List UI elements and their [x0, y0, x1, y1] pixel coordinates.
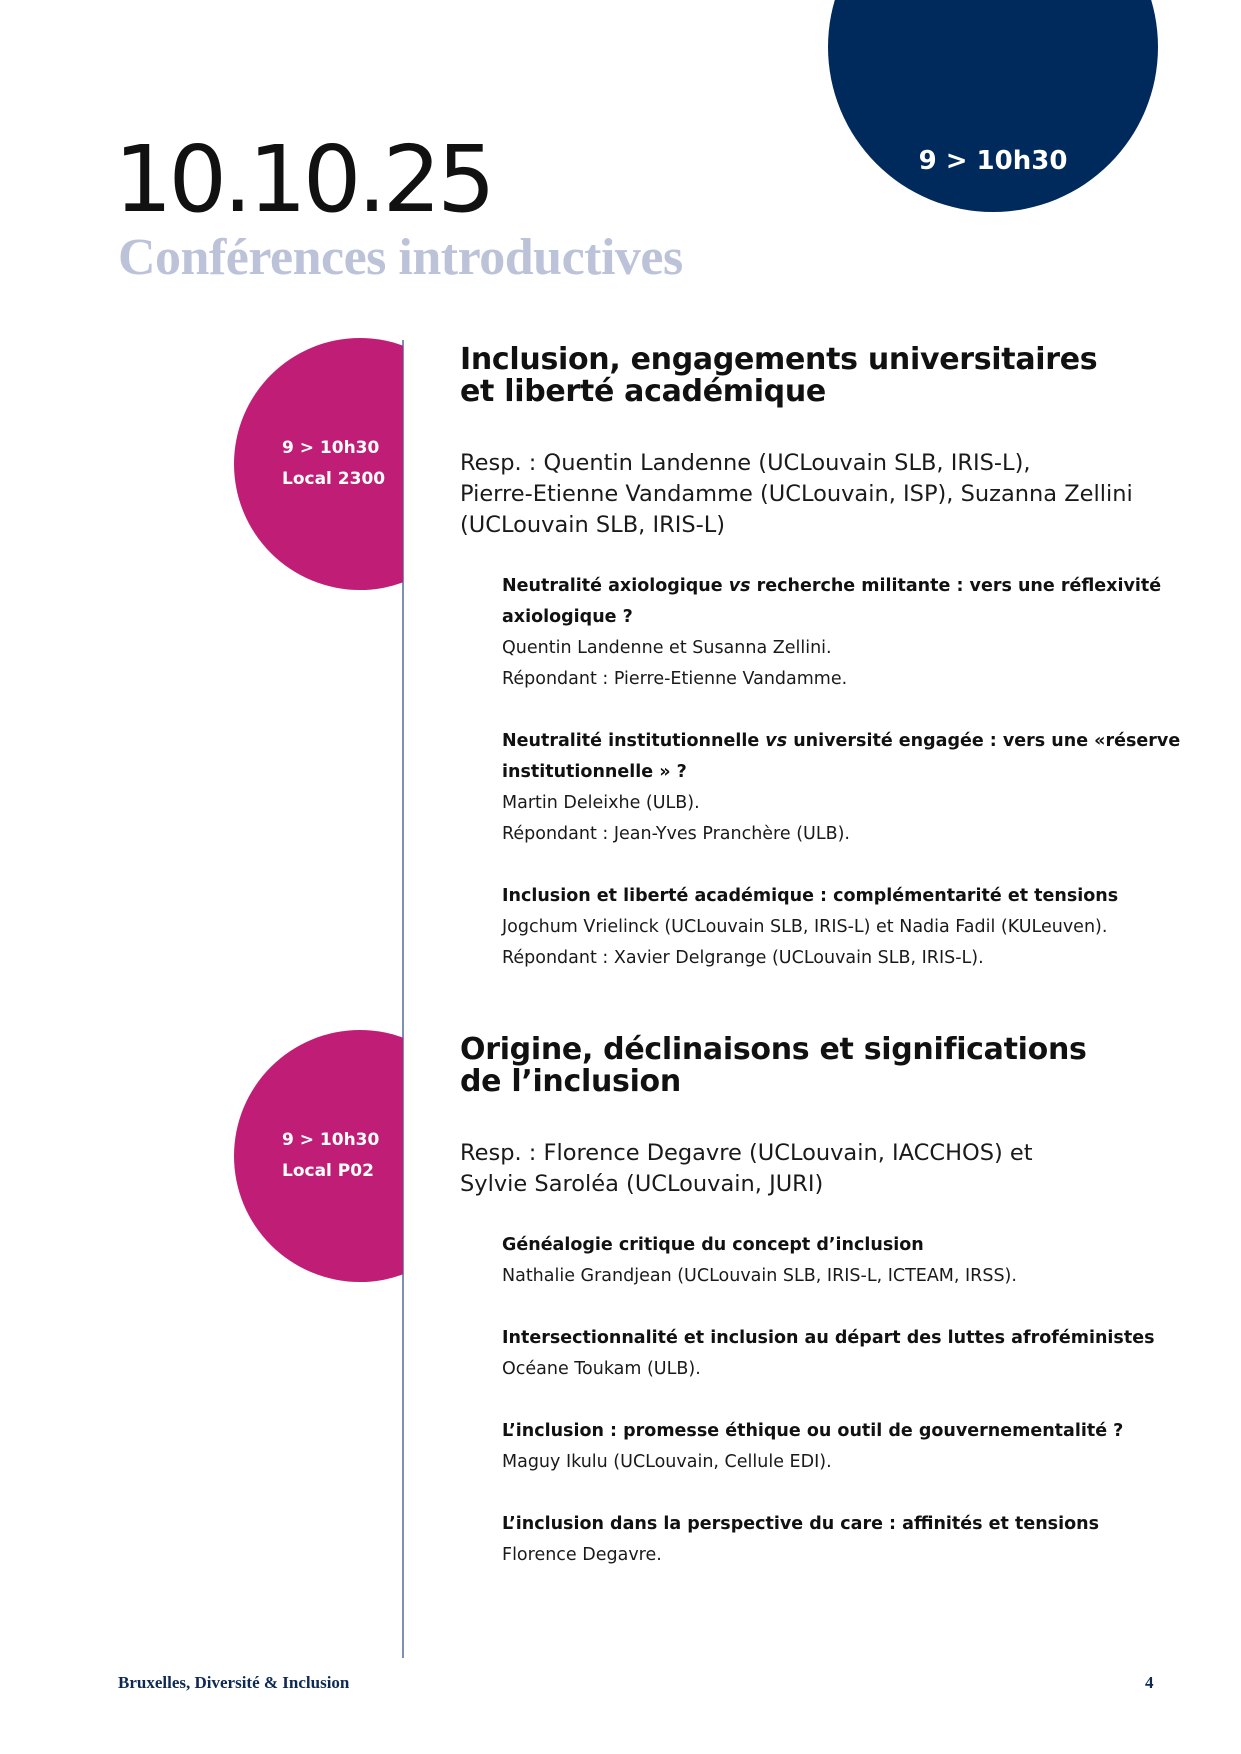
session-2-room: Local P02 [282, 1161, 374, 1181]
talk-respondent: Répondant : Pierre-Etienne Vandamme. [502, 669, 848, 689]
session-1-time-marker [234, 338, 403, 590]
session-2-title-line-2: de l’inclusion [460, 1064, 681, 1099]
session-2-resp-line-2: Sylvie Saroléa (UCLouvain, JURI) [460, 1171, 824, 1197]
talk-title-part: Neutralité institutionnelle [502, 731, 766, 751]
talk-item [502, 1323, 1202, 1385]
talk-speakers: Martin Deleixhe (ULB). [502, 793, 700, 813]
session-2-time: 9 > 10h30 [282, 1130, 380, 1150]
talk-speakers: Nathalie Grandjean (UCLouvain SLB, IRIS-L, ICTEAM, IRSS). [502, 1266, 1017, 1286]
session-1-time: 9 > 10h30 [282, 438, 380, 458]
talk-title-part: recherche militante : vers une réflexivité [750, 576, 1162, 596]
talk-item [502, 726, 1202, 850]
session-1-resp-line-2: Pierre-Etienne Vandamme (UCLouvain, ISP), Suzanna Zellini [460, 481, 1133, 507]
session-1-room: Local 2300 [282, 469, 386, 489]
session-2-title [460, 1034, 1180, 1098]
talk-title: L’inclusion : promesse éthique ou outil de gouvernementalité ? [502, 1421, 1124, 1441]
talk-speakers: Florence Degavre. [502, 1545, 662, 1565]
session-1 [460, 344, 1180, 1005]
talk-respondent: Répondant : Xavier Delgrange (UCLouvain SLB, IRIS-L). [502, 948, 984, 968]
talk-title: L’inclusion dans la perspective du care : affinités et tensions [502, 1514, 1099, 1534]
talk-item [502, 1416, 1202, 1478]
talk-title: Généalogie critique du concept d’inclusion [502, 1235, 924, 1255]
session-1-title-line-1: Inclusion, engagements universitaires [460, 342, 1098, 377]
talk-respondent: Répondant : Jean-Yves Pranchère (ULB). [502, 824, 850, 844]
talk-title: Inclusion et liberté académique : complémentarité et tensions [502, 886, 1119, 906]
talk-title-vs: vs [728, 576, 751, 596]
time-badge-label: 9 > 10h30 [918, 146, 1068, 176]
session-1-resp-line-1: Resp. : Quentin Landenne (UCLouvain SLB, IRIS-L), [460, 450, 1031, 476]
talk-title-part: université engagée : vers une «réserve [787, 731, 1181, 751]
talk-speakers: Océane Toukam (ULB). [502, 1359, 701, 1379]
talk-title-vs: vs [765, 731, 788, 751]
session-2-talks [502, 1230, 1202, 1571]
session-2-responsibles [460, 1138, 1180, 1200]
talk-item [502, 1509, 1202, 1571]
session-1-responsibles [460, 448, 1180, 541]
session-2-title-line-1: Origine, déclinaisons et significations [460, 1032, 1087, 1067]
page-subtitle: Conférences introductives [118, 229, 683, 286]
talk-title-part: institutionnelle » ? [502, 762, 687, 782]
time-badge-circle [828, 0, 1158, 212]
talk-title-part: axiologique ? [502, 607, 633, 627]
talk-speakers: Jogchum Vrielinck (UCLouvain SLB, IRIS-L) et Nadia Fadil (KULeuven). [502, 917, 1108, 937]
session-1-resp-line-3: (UCLouvain SLB, IRIS-L) [460, 512, 726, 538]
talk-title: Intersectionnalité et inclusion au départ des luttes afroféministes [502, 1328, 1155, 1348]
page-date: 10.10.25 [114, 126, 492, 233]
session-2 [460, 1034, 1180, 1602]
footer-page-number: 4 [1145, 1673, 1154, 1692]
session-1-title-line-2: et liberté académique [460, 374, 826, 409]
talk-item [502, 881, 1202, 974]
talk-speakers: Quentin Landenne et Susanna Zellini. [502, 638, 832, 658]
talk-title [502, 571, 1202, 633]
footer-publication-title: Bruxelles, Diversité & Inclusion [118, 1673, 350, 1692]
talk-item [502, 1230, 1202, 1292]
session-1-title [460, 344, 1180, 408]
talk-speakers: Maguy Ikulu (UCLouvain, Cellule EDI). [502, 1452, 832, 1472]
session-1-talks [502, 571, 1202, 974]
session-2-time-marker [234, 1030, 403, 1282]
talk-title [502, 726, 1202, 788]
session-2-resp-line-1: Resp. : Florence Degavre (UCLouvain, IACCHOS) et [460, 1140, 1033, 1166]
talk-title-part: Neutralité axiologique [502, 576, 729, 596]
talk-item [502, 571, 1202, 695]
